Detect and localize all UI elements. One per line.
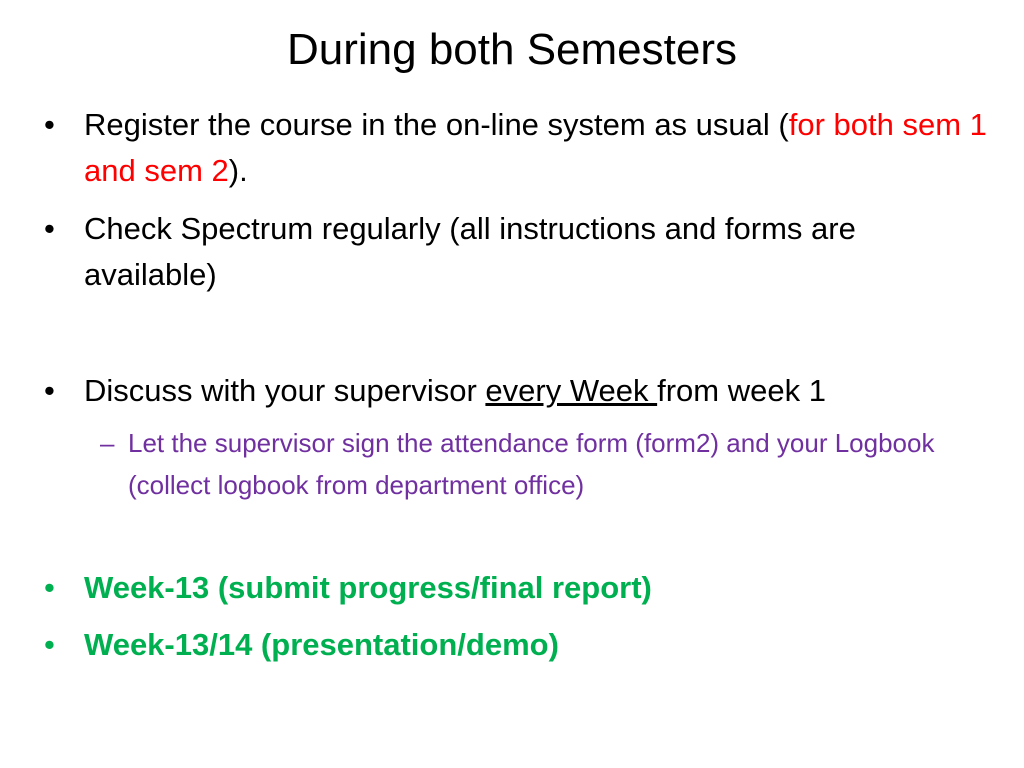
bullet-dot-icon: • <box>44 211 55 246</box>
bullet-check-spectrum <box>44 206 994 298</box>
bullet-text: Week-13/14 (presentation/demo) <box>84 627 559 662</box>
bullet-discuss-supervisor <box>44 368 994 414</box>
bullet-dot-icon: • <box>44 570 55 605</box>
bullet-week-13-14-presentation <box>44 622 994 668</box>
bullet-text-pre: Discuss with your supervisor <box>84 373 486 408</box>
slide-title: During both Semesters <box>287 25 737 74</box>
sub-bullet-text: Let the supervisor sign the attendance form (form2) and your Logbook (collect logbook from department office) <box>128 428 935 500</box>
bullet-week-13-report <box>44 565 994 611</box>
bullet-text-highlight: for both sem 1 and sem 2 <box>84 107 987 188</box>
bullet-text <box>84 102 994 194</box>
bullet-text <box>84 368 994 414</box>
bullet-dot-icon: • <box>44 107 55 142</box>
bullet-text-underlined: every Week <box>485 373 658 408</box>
bullet-text-post: ). <box>228 153 248 188</box>
bullet-text: Week-13 (submit progress/final report) <box>84 570 652 605</box>
bullet-dot-icon: • <box>44 627 55 662</box>
bullet-text-post: from week 1 <box>657 373 826 408</box>
bullet-text-pre: Register the course in the on-line system as usual ( <box>84 107 789 142</box>
bullet-text: Check Spectrum regularly (all instructions and forms are available) <box>84 211 856 292</box>
bullet-register-course <box>44 102 994 194</box>
bullet-dot-icon: • <box>44 373 55 408</box>
sub-bullet-dash-icon: – <box>100 428 115 458</box>
sub-bullet-attendance-form <box>100 422 990 506</box>
